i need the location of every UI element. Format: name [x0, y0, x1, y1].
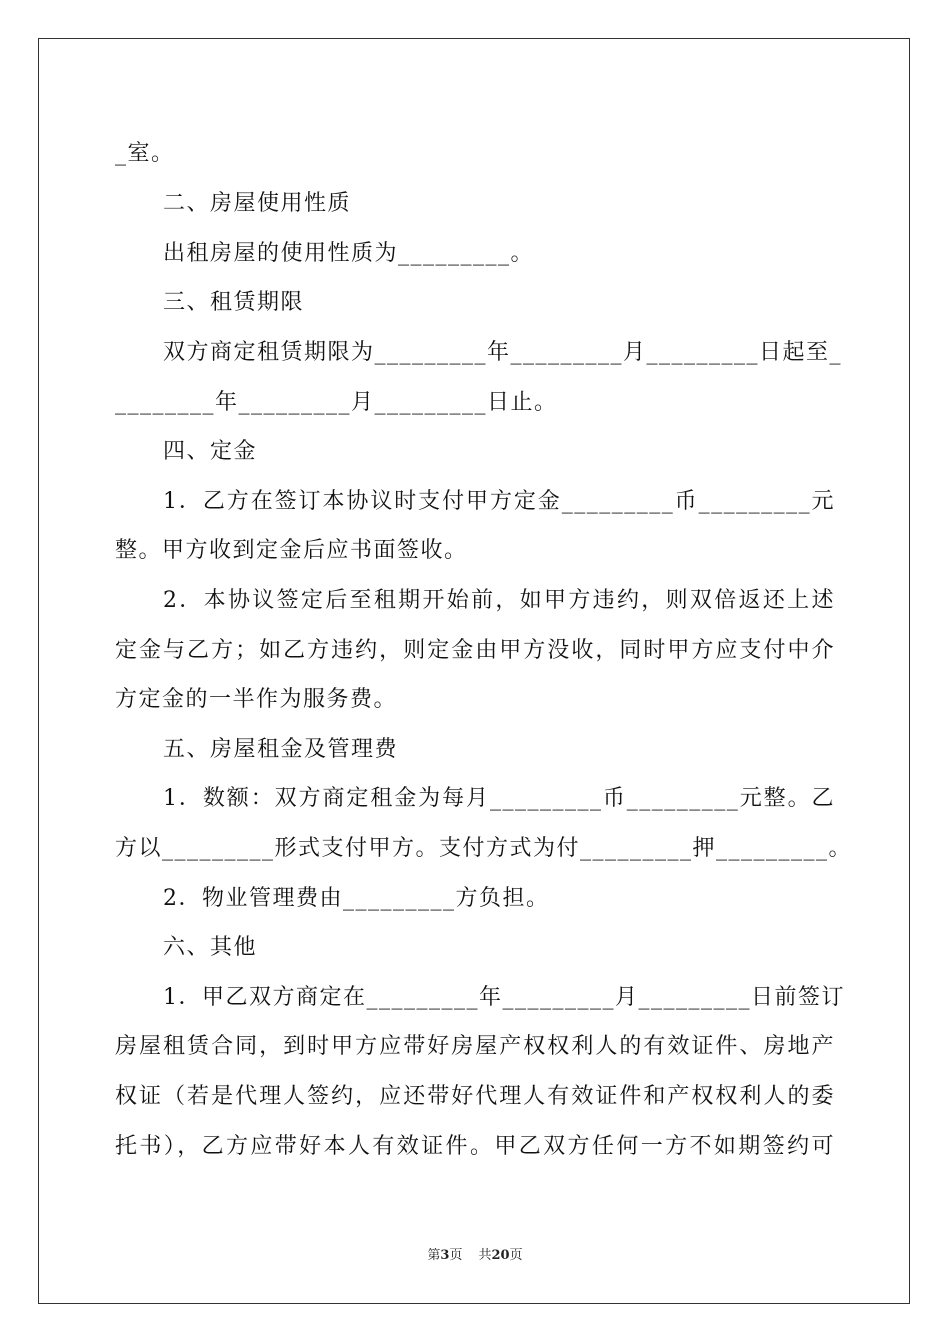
page-footer [0, 1247, 950, 1265]
page-number: 3 [440, 1248, 450, 1263]
text-line: 出租房屋的使用性质为_________。 [163, 241, 535, 266]
text-line: 方定金的一半作为服务费。 [115, 687, 398, 712]
text-line: 权证（若是代理人签约，应还带好代理人有效证件和产权权利人的委 [115, 1084, 835, 1109]
text-line: 1．甲乙双方商定在_________年_________月_________日前签订 [163, 985, 845, 1010]
total-prefix: 共 [478, 1248, 492, 1263]
text-line: 方以_________形式支付甲方。支付方式为付_________押_________。 [115, 836, 853, 861]
text-line: 双方商定租赁期限为_________年_________月_________日起至_ [163, 340, 843, 365]
section-heading: 五、房屋租金及管理费 [163, 737, 399, 762]
text-line: _室。 [115, 141, 175, 166]
text-line: 2．本协议签定后至租期开始前，如甲方违约，则双倍返还上述 [163, 588, 835, 613]
section-heading: 二、房屋使用性质 [163, 191, 352, 216]
total-suffix: 页 [509, 1248, 523, 1263]
section-heading: 三、租赁期限 [163, 290, 305, 315]
text-line: 1．数额：双方商定租金为每月_________币_________元整。乙 [163, 786, 835, 811]
page-border [38, 38, 910, 1304]
section-heading: 六、其他 [163, 935, 258, 960]
text-line: 托书），乙方应带好本人有效证件。甲乙双方任何一方不如期签约可 [115, 1134, 835, 1159]
total-pages: 20 [491, 1248, 510, 1263]
text-line: 整。甲方收到定金后应书面签收。 [115, 538, 468, 563]
section-heading: 四、定金 [163, 439, 258, 464]
text-line: 定金与乙方；如乙方违约，则定金由甲方没收，同时甲方应支付中介 [115, 638, 835, 663]
page-suffix: 页 [449, 1248, 463, 1263]
page-prefix: 第 [427, 1248, 441, 1263]
text-line: 房屋租赁合同，到时甲方应带好房屋产权权利人的有效证件、房地产 [115, 1034, 835, 1059]
text-line: 1．乙方在签订本协议时支付甲方定金_________币_________元 [163, 489, 835, 514]
text-line: 2．物业管理费由_________方负担。 [163, 886, 550, 911]
text-line: ________年_________月_________日止。 [115, 390, 558, 415]
